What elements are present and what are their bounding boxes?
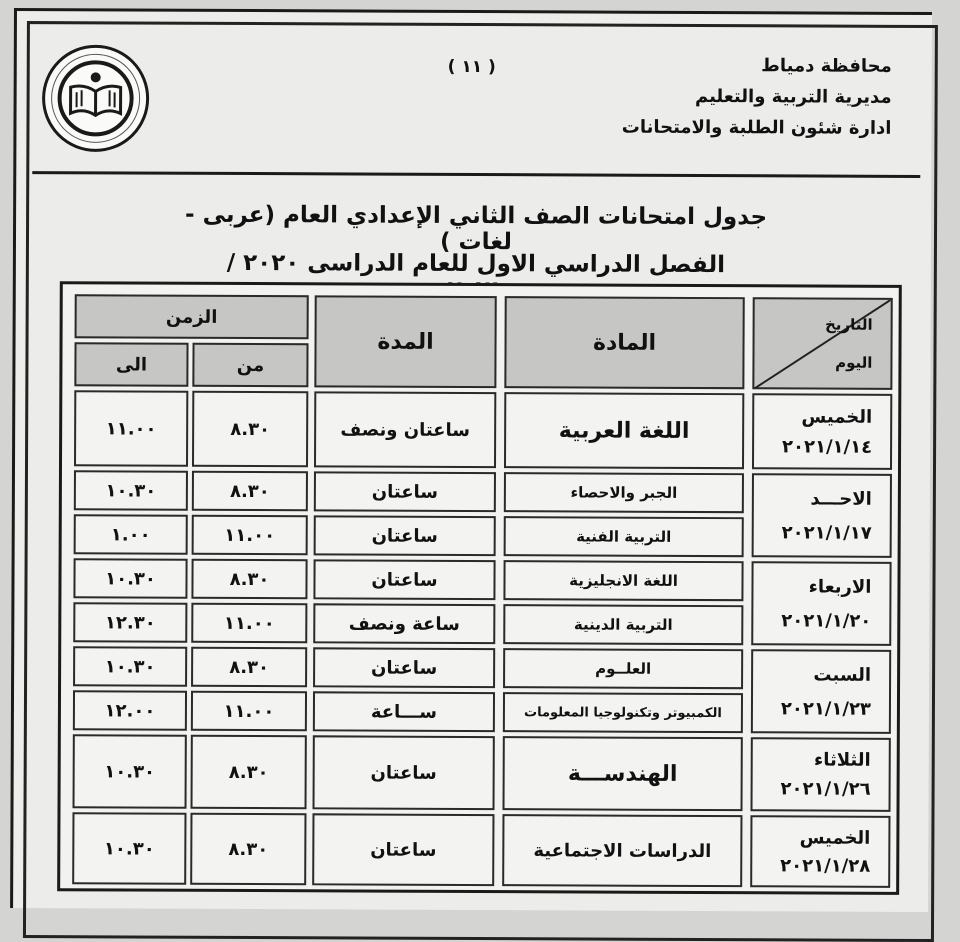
day-name: السبت xyxy=(771,664,871,685)
semester-subtitle: الفصل الدراسي الاول للعام الدراسى ٢٠٢٠ / xyxy=(206,250,746,304)
diagonal-divider-icon xyxy=(754,299,890,389)
subject-cell: الدراسات الاجتماعية xyxy=(502,814,742,887)
administration: ادارة شئون الطلبة والامتحانات xyxy=(622,112,892,144)
subject-cell: اللغة الانجليزية xyxy=(503,560,743,601)
to-cell: ١.٠٠ xyxy=(74,514,188,554)
time-header: الزمن xyxy=(75,294,309,339)
from-cell: ٨.٣٠ xyxy=(191,735,307,810)
from-header: من xyxy=(192,343,308,388)
duration-cell: ســـاعة xyxy=(313,691,495,732)
to-header: الى xyxy=(74,342,188,386)
header-lines xyxy=(622,50,892,144)
page-number: ( ١١ ) xyxy=(422,57,522,77)
from-cell: ٨.٣٠ xyxy=(190,813,306,886)
exam-date: ٢٠٢١/١/٢٦ xyxy=(771,778,871,799)
to-cell: ١٠.٣٠ xyxy=(74,470,188,510)
date-header-label: التاريخ xyxy=(773,315,873,333)
exam-date: ٢٠٢١/١/٢٣ xyxy=(771,698,871,719)
duration-cell: ساعتان xyxy=(313,735,495,810)
day-cell xyxy=(752,393,892,470)
subject-cell: التربية الدينية xyxy=(503,604,743,645)
from-cell: ١١.٠٠ xyxy=(191,603,307,644)
duration-cell: ساعتان xyxy=(313,559,495,600)
day-header-label: اليوم xyxy=(772,353,872,371)
duration-cell: ساعة ونصف xyxy=(313,603,495,644)
from-cell: ١١.٠٠ xyxy=(192,515,308,556)
date-day-header xyxy=(752,297,892,390)
to-cell: ١١.٠٠ xyxy=(74,390,188,466)
document-sheet xyxy=(10,8,932,912)
exam-date: ٢٠٢١/١/١٤ xyxy=(772,436,872,457)
duration-cell: ساعتان xyxy=(313,647,495,688)
subject-cell: التربية الفنية xyxy=(504,516,744,557)
exam-date: ٢٠٢١/١/٢٨ xyxy=(770,855,870,876)
from-cell: ٨.٣٠ xyxy=(191,559,307,600)
from-cell: ٨.٣٠ xyxy=(192,471,308,512)
to-cell: ١٠.٣٠ xyxy=(73,734,187,808)
day-cell xyxy=(750,815,890,888)
duration-cell: ساعتان xyxy=(314,515,496,556)
subject-cell: الهندســـة xyxy=(503,736,743,811)
from-cell: ٨.٣٠ xyxy=(192,391,308,468)
to-cell: ١٠.٣٠ xyxy=(72,812,186,884)
day-cell xyxy=(751,649,891,734)
duration-header: المدة xyxy=(314,295,496,388)
subject-cell: اللغة العربية xyxy=(504,392,744,469)
exam-date: ٢٠٢١/١/١٧ xyxy=(772,522,872,543)
schedule-title: جدول امتحانات الصف الثاني الإعدادي العام (عربى - لغات ) xyxy=(166,202,786,257)
subject-cell: الجبر والاحصاء xyxy=(504,472,744,513)
directorate: مديرية التربية والتعليم xyxy=(622,81,892,113)
duration-cell: ساعتان ونصف xyxy=(314,391,496,468)
day-cell xyxy=(752,473,892,558)
from-cell: ١١.٠٠ xyxy=(191,691,307,732)
day-name: الاحـــد xyxy=(772,488,872,509)
ministry-logo-icon xyxy=(40,43,150,153)
from-cell: ٨.٣٠ xyxy=(191,647,307,688)
day-name: الثلاثاء xyxy=(771,749,871,770)
duration-cell: ساعتان xyxy=(314,471,496,512)
subject-cell: العلــوم xyxy=(503,648,743,689)
to-cell: ١٠.٣٠ xyxy=(73,646,187,686)
day-cell xyxy=(751,561,891,646)
subject-cell: الكمبيوتر وتكنولوجيا المعلومات xyxy=(503,692,743,733)
to-cell: ١٢.٠٠ xyxy=(73,690,187,730)
day-name: الاربعاء xyxy=(771,576,871,597)
day-cell xyxy=(751,737,891,812)
to-cell: ١٠.٣٠ xyxy=(73,558,187,598)
subject-header: المادة xyxy=(504,296,744,389)
exam-date: ٢٠٢١/١/٢٠ xyxy=(771,610,871,631)
exam-schedule-table xyxy=(57,281,902,895)
day-name: الخميس xyxy=(770,827,870,848)
duration-cell: ساعتان xyxy=(312,813,494,886)
to-cell: ١٢.٣٠ xyxy=(73,602,187,642)
governorate: محافظة دمياط xyxy=(622,50,892,82)
day-name: الخميس xyxy=(772,406,872,427)
